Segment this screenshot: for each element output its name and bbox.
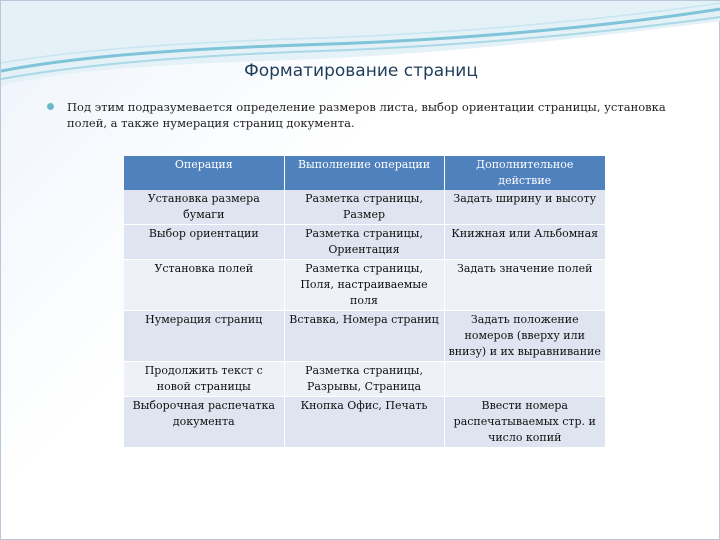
table-cell: Продолжить текст с новой страницы (124, 362, 284, 397)
table-row (124, 397, 605, 448)
table-row (124, 311, 605, 362)
table-cell: Нумерация страниц (124, 311, 284, 362)
table-cell: Книжная или Альбомная (444, 225, 605, 260)
header-execution: Выполнение операции (284, 156, 444, 190)
table-cell: Выбор ориентации (124, 225, 284, 260)
table-cell: Задать положение номеров (вверху или внизу) и их выравнивание (444, 311, 605, 362)
table-cell: Кнопка Офис, Печать (284, 397, 444, 448)
table-cell: Задать ширину и высоту (444, 190, 605, 225)
table-cell: Ввести номера распечатываемых стр. и число копий (444, 397, 605, 448)
table-cell: Разметка страницы, Разрывы, Страница (284, 362, 444, 397)
table-cell: Выборочная распечатка документа (124, 397, 284, 448)
slide-title: Форматирование страниц (244, 61, 478, 81)
table-row (124, 362, 605, 397)
intro-bullet (47, 99, 667, 131)
header-operation: Операция (124, 156, 284, 190)
table-row (124, 190, 605, 225)
table-cell: Задать значение полей (444, 260, 605, 311)
table-row (124, 260, 605, 311)
table-cell: Установка полей (124, 260, 284, 311)
table-cell: Разметка страницы, Размер (284, 190, 444, 225)
table-cell (444, 362, 605, 397)
table-row (124, 225, 605, 260)
table-cell: Разметка страницы, Поля, настраиваемые поля (284, 260, 444, 311)
table-header-row (124, 156, 605, 190)
header-additional-action: Дополнительное действие (444, 156, 605, 190)
table-cell: Разметка страницы, Ориентация (284, 225, 444, 260)
intro-text: Под этим подразумевается определение размеров листа, выбор ориентации страницы, установка полей, а также нумерация страниц документа. (67, 100, 666, 130)
operations-table (124, 156, 605, 448)
bullet-icon (47, 103, 54, 110)
table-cell: Вставка, Номера страниц (284, 311, 444, 362)
table-cell: Установка размера бумаги (124, 190, 284, 225)
